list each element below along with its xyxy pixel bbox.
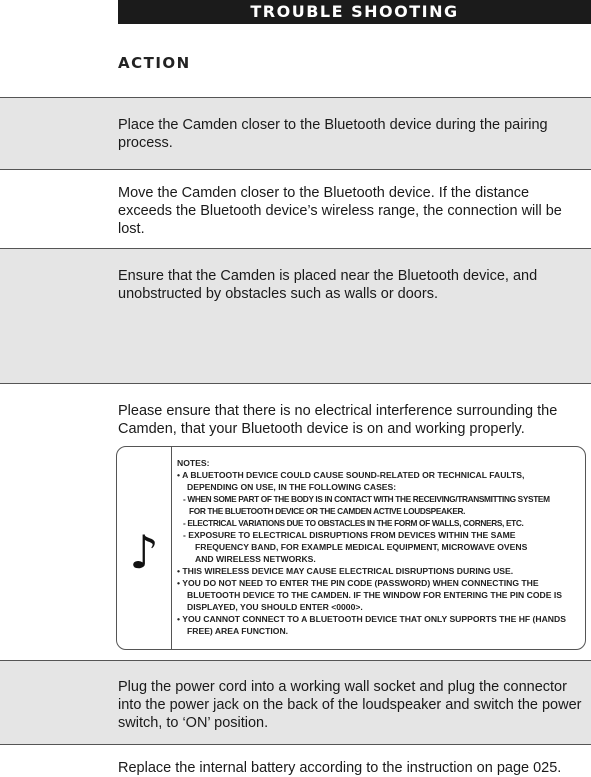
section-header	[118, 0, 591, 24]
notes-line: • A BLUETOOTH DEVICE COULD CAUSE SOUND-RELATED OR TECHNICAL FAULTS,	[177, 470, 525, 480]
notes-line: - WHEN SOME PART OF THE BODY IS IN CONTACT WITH THE RECEIVING/TRANSMITTING SYSTEM	[183, 494, 550, 504]
notes-line: BLUETOOTH DEVICE TO THE CAMDEN. IF THE WINDOW FOR ENTERING THE PIN CODE IS	[187, 590, 562, 600]
action-text: Plug the power cord into a working wall socket and plug the connector into the power jack on the back of the loudspeaker and switch the power switch, to ‘ON’ position.	[118, 679, 582, 731]
action-row-3	[0, 248, 591, 383]
notes-line: • YOU DO NOT NEED TO ENTER THE PIN CODE (PASSWORD) WHEN CONNECTING THE	[177, 578, 539, 588]
notes-line: - EXPOSURE TO ELECTRICAL DISRUPTIONS FROM DEVICES WITHIN THE SAME	[183, 530, 516, 540]
action-column-title: ACTION	[118, 54, 191, 72]
notes-divider	[171, 447, 172, 649]
action-row-6	[0, 744, 591, 774]
action-row-1	[0, 97, 591, 169]
notes-box	[116, 446, 586, 650]
action-text: Replace the internal battery according to the instruction on page 025.	[118, 760, 562, 776]
notes-line: DISPLAYED, YOU SHOULD ENTER <0000>.	[187, 602, 363, 612]
notes-line: FOR THE BLUETOOTH DEVICE OR THE CAMDEN ACTIVE LOUDSPEAKER.	[189, 506, 466, 516]
action-text: Place the Camden closer to the Bluetooth device during the pairing process.	[118, 117, 548, 151]
notes-line: • YOU CANNOT CONNECT TO A BLUETOOTH DEVICE THAT ONLY SUPPORTS THE HF (HANDS	[177, 614, 566, 624]
action-row-2	[0, 169, 591, 248]
notes-line: DEPENDING ON USE, IN THE FOLLOWING CASES:	[187, 482, 397, 492]
music-note-icon: ♪	[129, 525, 159, 579]
notes-line: - ELECTRICAL VARIATIONS DUE TO OBSTACLES IN THE FORM OF WALLS, CORNERS, ETC.	[183, 518, 524, 528]
notes-line: AND WIRELESS NETWORKS.	[195, 554, 316, 564]
notes-line: FREE) AREA FUNCTION.	[187, 626, 289, 636]
section-title: TROUBLE SHOOTING	[250, 2, 459, 21]
action-row-5	[0, 660, 591, 744]
notes-content	[177, 457, 579, 637]
action-text: Ensure that the Camden is placed near the Bluetooth device, and unobstructed by obstacles such as walls or doors.	[118, 268, 538, 302]
notes-line: FREQUENCY BAND, FOR EXAMPLE MEDICAL EQUIPMENT, MICROWAVE OVENS	[195, 542, 528, 552]
action-text: Move the Camden closer to the Bluetooth device. If the distance exceeds the Bluetooth device’s wireless range, the connection will be lost.	[118, 185, 562, 237]
notes-heading: NOTES:	[177, 458, 210, 468]
action-text: Please ensure that there is no electrical interference surrounding the Camden, that your Bluetooth device is on and working properly.	[118, 403, 558, 437]
notes-line: • THIS WIRELESS DEVICE MAY CAUSE ELECTRICAL DISRUPTIONS DURING USE.	[177, 566, 514, 576]
